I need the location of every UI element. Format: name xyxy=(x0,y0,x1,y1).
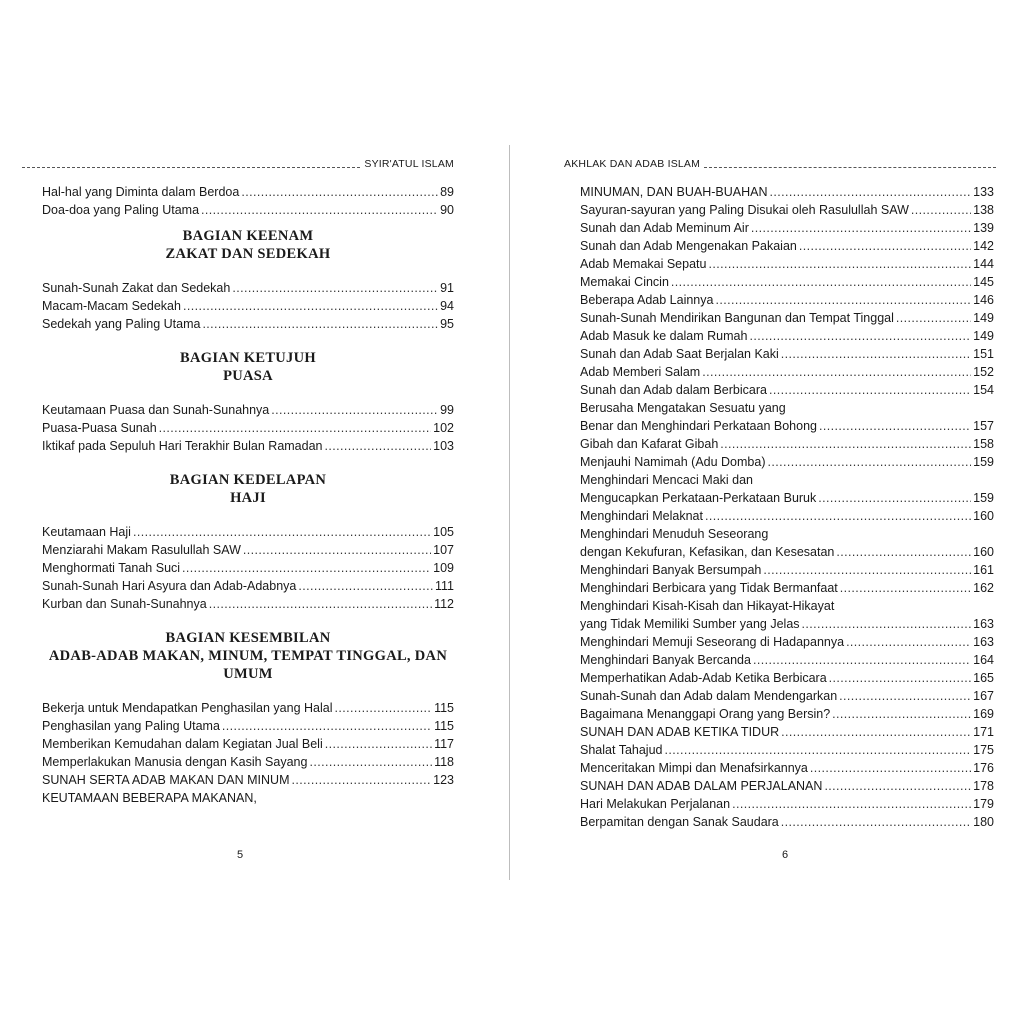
toc-entry-title: Menghindari Melaknat xyxy=(580,509,703,523)
toc-entry-page: 99 xyxy=(440,403,454,417)
toc-entry-title: Sunah-Sunah dan Adab dalam Mendengarkan xyxy=(580,689,838,703)
toc-entry xyxy=(580,741,994,759)
section-heading-line: BAGIAN KEENAM xyxy=(182,228,314,244)
toc-entry xyxy=(42,595,454,613)
toc-entry-page: 180 xyxy=(973,815,994,829)
toc-entry-title: Mengucapkan Perkataan-Perkataan Buruk xyxy=(580,491,817,505)
toc-entry xyxy=(580,435,994,453)
toc-entry-title: Hari Melakukan Perjalanan xyxy=(580,797,731,811)
toc-entry xyxy=(42,523,454,541)
section-heading xyxy=(42,349,454,385)
toc-entry-title: Memperhatikan Adab-Adab Ketika Berbicara xyxy=(580,671,827,685)
section-heading-line: BAGIAN KETUJUH xyxy=(180,350,316,366)
dot-leader xyxy=(159,419,431,437)
dot-leader xyxy=(209,595,432,613)
toc-entry xyxy=(580,417,994,435)
toc-entry-page: 149 xyxy=(973,311,994,325)
section-heading-line: BAGIAN KESEMBILAN xyxy=(165,630,331,646)
toc-entry-page: 117 xyxy=(434,737,454,751)
section-heading-line: UMUM xyxy=(223,666,273,682)
page-number: 5 xyxy=(236,849,244,861)
toc-entry-page: 139 xyxy=(973,221,994,235)
dot-leader xyxy=(749,327,971,345)
toc-entry-title: Penghasilan yang Paling Utama xyxy=(42,719,220,733)
toc-entry-page: 171 xyxy=(973,725,994,739)
section-heading xyxy=(42,227,454,263)
toc-entry xyxy=(580,363,994,381)
toc-entry-title: Bagaimana Menanggapi Orang yang Bersin? xyxy=(580,707,831,721)
toc-entry xyxy=(580,579,994,597)
toc-entry xyxy=(42,541,454,559)
toc-entry xyxy=(580,309,994,327)
section-heading-line: PUASA xyxy=(223,368,273,384)
section-heading-line: ZAKAT DAN SEDEKAH xyxy=(165,246,331,262)
toc-entry-page: 91 xyxy=(440,281,454,295)
toc-entry-title: Memakai Cincin xyxy=(580,275,669,289)
toc-entry xyxy=(580,615,994,633)
toc-entry xyxy=(580,489,994,507)
toc-entry-page: 109 xyxy=(433,561,454,575)
running-head-title: SYIR'ATUL ISLAM xyxy=(364,158,454,170)
dot-leader xyxy=(840,579,971,597)
toc-entry xyxy=(580,795,994,813)
toc-entry-title: Menghindari Memuji Seseorang di Hadapannya xyxy=(580,635,845,649)
dot-leader xyxy=(911,201,971,219)
toc-entry xyxy=(42,401,454,419)
running-head-title: AKHLAK DAN ADAB ISLAM xyxy=(564,158,701,170)
right-running-head xyxy=(564,158,996,170)
section-spacer xyxy=(42,683,454,699)
toc-entry xyxy=(42,789,454,807)
header-rule xyxy=(22,167,360,168)
toc-entry xyxy=(580,633,994,651)
toc-entry-page: 138 xyxy=(973,203,994,217)
dot-leader xyxy=(271,401,438,419)
toc-entry-page: 165 xyxy=(973,671,994,685)
dot-leader xyxy=(768,453,972,471)
toc-entry-title: Sunah-Sunah Mendirikan Bangunan dan Tempat Tinggal xyxy=(580,311,894,325)
toc-entry-page: 154 xyxy=(973,383,994,397)
dot-leader xyxy=(182,559,431,577)
toc-entry xyxy=(580,183,994,201)
toc-entry-title: Shalat Tahajud xyxy=(580,743,663,757)
dot-leader xyxy=(751,219,971,237)
toc-entry xyxy=(580,219,994,237)
toc-entry-page: 94 xyxy=(440,299,454,313)
toc-entry-page: 115 xyxy=(434,719,454,733)
toc-entry-title: Berusaha Mengatakan Sesuatu yang xyxy=(580,401,786,415)
section-heading-line: BAGIAN KEDELAPAN xyxy=(169,472,327,488)
dot-leader xyxy=(232,279,438,297)
section-spacer xyxy=(42,263,454,279)
section-spacer xyxy=(42,333,454,349)
toc-entry xyxy=(580,543,994,561)
toc-entry-page: 149 xyxy=(973,329,994,343)
toc-entry-page: 123 xyxy=(433,773,454,787)
toc-entry xyxy=(580,201,994,219)
toc-entry-title: Memberikan Kemudahan dalam Kegiatan Jual Beli xyxy=(42,737,323,751)
toc-entry-title: Benar dan Menghindari Perkataan Bohong xyxy=(580,419,817,433)
toc-entry-title: Menghindari Menuduh Seseorang xyxy=(580,527,769,541)
toc-entry-title: Puasa-Puasa Sunah xyxy=(42,421,157,435)
toc-entry-page: 146 xyxy=(973,293,994,307)
section-spacer xyxy=(42,507,454,523)
toc-entry xyxy=(580,705,994,723)
toc-entry xyxy=(580,237,994,255)
toc-entry-title: Menghormati Tanah Suci xyxy=(42,561,181,575)
toc-entry-page: 107 xyxy=(433,543,454,557)
toc-entry-title: Iktikaf pada Sepuluh Hari Terakhir Bulan Ramadan xyxy=(42,439,323,453)
toc-entry-title: Keutamaan Puasa dan Sunah-Sunahnya xyxy=(42,403,270,417)
toc-entry xyxy=(580,381,994,399)
dot-leader xyxy=(763,561,971,579)
page-number: 6 xyxy=(781,849,789,861)
toc-entry xyxy=(42,559,454,577)
toc-entry-title: Menghindari Banyak Bersumpah xyxy=(580,563,762,577)
dot-leader xyxy=(201,201,438,219)
toc-entry-page: 103 xyxy=(433,439,454,453)
toc-entry xyxy=(42,183,454,201)
toc-entry-title: Doa-doa yang Paling Utama xyxy=(42,203,200,217)
toc-entry-page: 161 xyxy=(973,563,994,577)
toc-entry-page: 167 xyxy=(973,689,994,703)
toc-entry xyxy=(580,813,994,831)
toc-entry-title: Sayuran-sayuran yang Paling Disukai oleh Rasulullah SAW xyxy=(580,203,909,217)
dot-leader xyxy=(781,345,971,363)
toc-entry-page: 133 xyxy=(973,185,994,199)
toc-entry-page: 118 xyxy=(434,755,454,769)
dot-leader xyxy=(770,183,972,201)
toc-entry-page: 144 xyxy=(973,257,994,271)
toc-entry-title: Sunah-Sunah Zakat dan Sedekah xyxy=(42,281,231,295)
toc-entry-page: 95 xyxy=(440,317,454,331)
toc-entry-title: MINUMAN, DAN BUAH-BUAHAN xyxy=(580,185,768,199)
dot-leader xyxy=(243,541,431,559)
toc-entry-page: 142 xyxy=(973,239,994,253)
toc-entry xyxy=(580,723,994,741)
toc-entry xyxy=(42,201,454,219)
toc-entry-page: 175 xyxy=(973,743,994,757)
dot-leader xyxy=(824,777,971,795)
toc-entry-page: 105 xyxy=(433,525,454,539)
toc-entry-page: 169 xyxy=(973,707,994,721)
dot-leader xyxy=(133,523,431,541)
dot-leader xyxy=(839,687,971,705)
dot-leader xyxy=(241,183,438,201)
dot-leader xyxy=(702,363,971,381)
toc-entry xyxy=(42,279,454,297)
toc-entry-title: Menghindari Mencaci Maki dan xyxy=(580,473,754,487)
toc-entry xyxy=(580,273,994,291)
dot-leader xyxy=(309,753,432,771)
dot-leader xyxy=(818,489,971,507)
dot-leader xyxy=(732,795,971,813)
right-toc-column xyxy=(580,183,994,831)
toc-entry-page: 115 xyxy=(434,701,454,715)
dot-leader xyxy=(769,381,971,399)
toc-entry-title: Memperlakukan Manusia dengan Kasih Sayang xyxy=(42,755,308,769)
toc-entry-title: Adab Masuk ke dalam Rumah xyxy=(580,329,748,343)
toc-entry-page: 158 xyxy=(973,437,994,451)
toc-entry-title: Keutamaan Haji xyxy=(42,525,131,539)
dot-leader xyxy=(705,507,971,525)
toc-entry xyxy=(42,735,454,753)
dot-leader xyxy=(810,759,971,777)
dot-leader xyxy=(325,437,432,455)
dot-leader xyxy=(222,717,432,735)
toc-entry-title: Menceritakan Mimpi dan Menafsirkannya xyxy=(580,761,808,775)
right-page xyxy=(512,0,1024,1024)
toc-entry xyxy=(580,777,994,795)
toc-entry-title: Bekerja untuk Mendapatkan Penghasilan yang Halal xyxy=(42,701,333,715)
toc-entry xyxy=(580,561,994,579)
dot-leader xyxy=(298,577,433,595)
toc-entry xyxy=(42,419,454,437)
dot-leader xyxy=(802,615,972,633)
toc-entry-title: Hal-hal yang Diminta dalam Berdoa xyxy=(42,185,240,199)
toc-entry-page: 157 xyxy=(973,419,994,433)
toc-entry-title: Macam-Macam Sedekah xyxy=(42,299,181,313)
toc-entry-page: 159 xyxy=(973,491,994,505)
dot-leader xyxy=(325,735,432,753)
dot-leader xyxy=(334,699,432,717)
toc-entry-title: Sedekah yang Paling Utama xyxy=(42,317,201,331)
toc-entry-page: 102 xyxy=(433,421,454,435)
toc-entry-title: Menjauhi Namimah (Adu Domba) xyxy=(580,455,766,469)
toc-entry xyxy=(580,525,994,543)
toc-entry-page: 160 xyxy=(973,509,994,523)
toc-entry-title: Sunah dan Adab dalam Berbicara xyxy=(580,383,767,397)
toc-entry-title: Sunah dan Adab Meminum Air xyxy=(580,221,749,235)
toc-entry-page: 159 xyxy=(973,455,994,469)
toc-entry-page: 176 xyxy=(973,761,994,775)
toc-entry-title: Adab Memakai Sepatu xyxy=(580,257,707,271)
toc-entry xyxy=(580,291,994,309)
dot-leader xyxy=(715,291,971,309)
toc-entry xyxy=(42,577,454,595)
toc-entry xyxy=(580,345,994,363)
toc-entry xyxy=(580,759,994,777)
toc-entry xyxy=(42,315,454,333)
toc-entry xyxy=(42,753,454,771)
toc-entry xyxy=(580,507,994,525)
dot-leader xyxy=(829,669,971,687)
toc-entry-page: 152 xyxy=(973,365,994,379)
dot-leader xyxy=(799,237,971,255)
toc-entry xyxy=(580,687,994,705)
toc-entry-page: 89 xyxy=(440,185,454,199)
toc-entry-page: 162 xyxy=(973,581,994,595)
toc-entry-title: Berpamitan dengan Sanak Saudara xyxy=(580,815,779,829)
section-heading-line: ADAB-ADAB MAKAN, MINUM, TEMPAT TINGGAL, DAN xyxy=(48,648,448,664)
toc-entry-title: SUNAH DAN ADAB KETIKA TIDUR xyxy=(580,725,780,739)
toc-entry-title: Gibah dan Kafarat Gibah xyxy=(580,437,719,451)
toc-entry-title: Kurban dan Sunah-Sunahnya xyxy=(42,597,207,611)
dot-leader xyxy=(708,255,971,273)
toc-entry-title: SUNAH DAN ADAB DALAM PERJALANAN xyxy=(580,779,823,793)
toc-entry-page: 151 xyxy=(973,347,994,361)
toc-entry xyxy=(42,771,454,789)
header-rule xyxy=(704,167,996,168)
toc-entry xyxy=(580,669,994,687)
section-spacer xyxy=(42,385,454,401)
toc-entry-page: 145 xyxy=(973,275,994,289)
left-toc-column xyxy=(42,183,454,807)
dot-leader xyxy=(183,297,438,315)
section-heading xyxy=(42,629,454,683)
toc-entry xyxy=(580,597,994,615)
toc-entry-title: SUNAH SERTA ADAB MAKAN DAN MINUM xyxy=(42,773,290,787)
dot-leader xyxy=(781,813,971,831)
toc-entry xyxy=(580,651,994,669)
dot-leader xyxy=(671,273,971,291)
toc-entry-page: 164 xyxy=(973,653,994,667)
toc-entry xyxy=(580,453,994,471)
left-running-head xyxy=(22,158,454,170)
toc-entry xyxy=(42,717,454,735)
toc-entry-title: Menghindari Banyak Bercanda xyxy=(580,653,751,667)
toc-entry-title: KEUTAMAAN BEBERAPA MAKANAN, xyxy=(42,791,257,805)
toc-entry-page: 160 xyxy=(973,545,994,559)
left-page xyxy=(0,0,510,1024)
toc-entry xyxy=(580,255,994,273)
toc-entry-title: Menziarahi Makam Rasulullah SAW xyxy=(42,543,241,557)
dot-leader xyxy=(753,651,971,669)
toc-entry-page: 178 xyxy=(973,779,994,793)
toc-entry-title: Beberapa Adab Lainnya xyxy=(580,293,714,307)
dot-leader xyxy=(832,705,971,723)
toc-entry-title: yang Tidak Memiliki Sumber yang Jelas xyxy=(580,617,800,631)
section-heading-line: HAJI xyxy=(230,490,266,506)
dot-leader xyxy=(846,633,971,651)
toc-entry xyxy=(42,699,454,717)
dot-leader xyxy=(819,417,971,435)
toc-entry-title: Menghindari Kisah-Kisah dan Hikayat-Hikayat xyxy=(580,599,835,613)
toc-entry-title: Sunah-Sunah Hari Asyura dan Adab-Adabnya xyxy=(42,579,297,593)
toc-entry-page: 90 xyxy=(440,203,454,217)
section-heading xyxy=(42,471,454,507)
dot-leader xyxy=(836,543,971,561)
dot-leader xyxy=(720,435,971,453)
section-spacer xyxy=(42,219,454,227)
section-spacer xyxy=(42,455,454,471)
dot-leader xyxy=(781,723,971,741)
dot-leader xyxy=(202,315,438,333)
toc-entry-title: Adab Memberi Salam xyxy=(580,365,701,379)
toc-entry-page: 111 xyxy=(434,579,454,593)
dot-leader xyxy=(664,741,971,759)
toc-entry-title: Menghindari Berbicara yang Tidak Bermanfaat xyxy=(580,581,838,595)
dot-leader xyxy=(896,309,971,327)
toc-entry-page: 179 xyxy=(973,797,994,811)
toc-entry-page: 163 xyxy=(973,617,994,631)
toc-entry-page: 112 xyxy=(434,597,454,611)
toc-entry-title: Sunah dan Adab Saat Berjalan Kaki xyxy=(580,347,779,361)
toc-entry-title: dengan Kekufuran, Kefasikan, dan Kesesatan xyxy=(580,545,835,559)
dot-leader xyxy=(292,771,432,789)
toc-entry xyxy=(42,297,454,315)
section-spacer xyxy=(42,613,454,629)
toc-entry xyxy=(580,399,994,417)
book-gutter xyxy=(509,145,510,880)
toc-entry xyxy=(580,471,994,489)
toc-entry-title: Sunah dan Adab Mengenakan Pakaian xyxy=(580,239,797,253)
toc-entry xyxy=(580,327,994,345)
toc-entry-page: 163 xyxy=(973,635,994,649)
toc-entry xyxy=(42,437,454,455)
